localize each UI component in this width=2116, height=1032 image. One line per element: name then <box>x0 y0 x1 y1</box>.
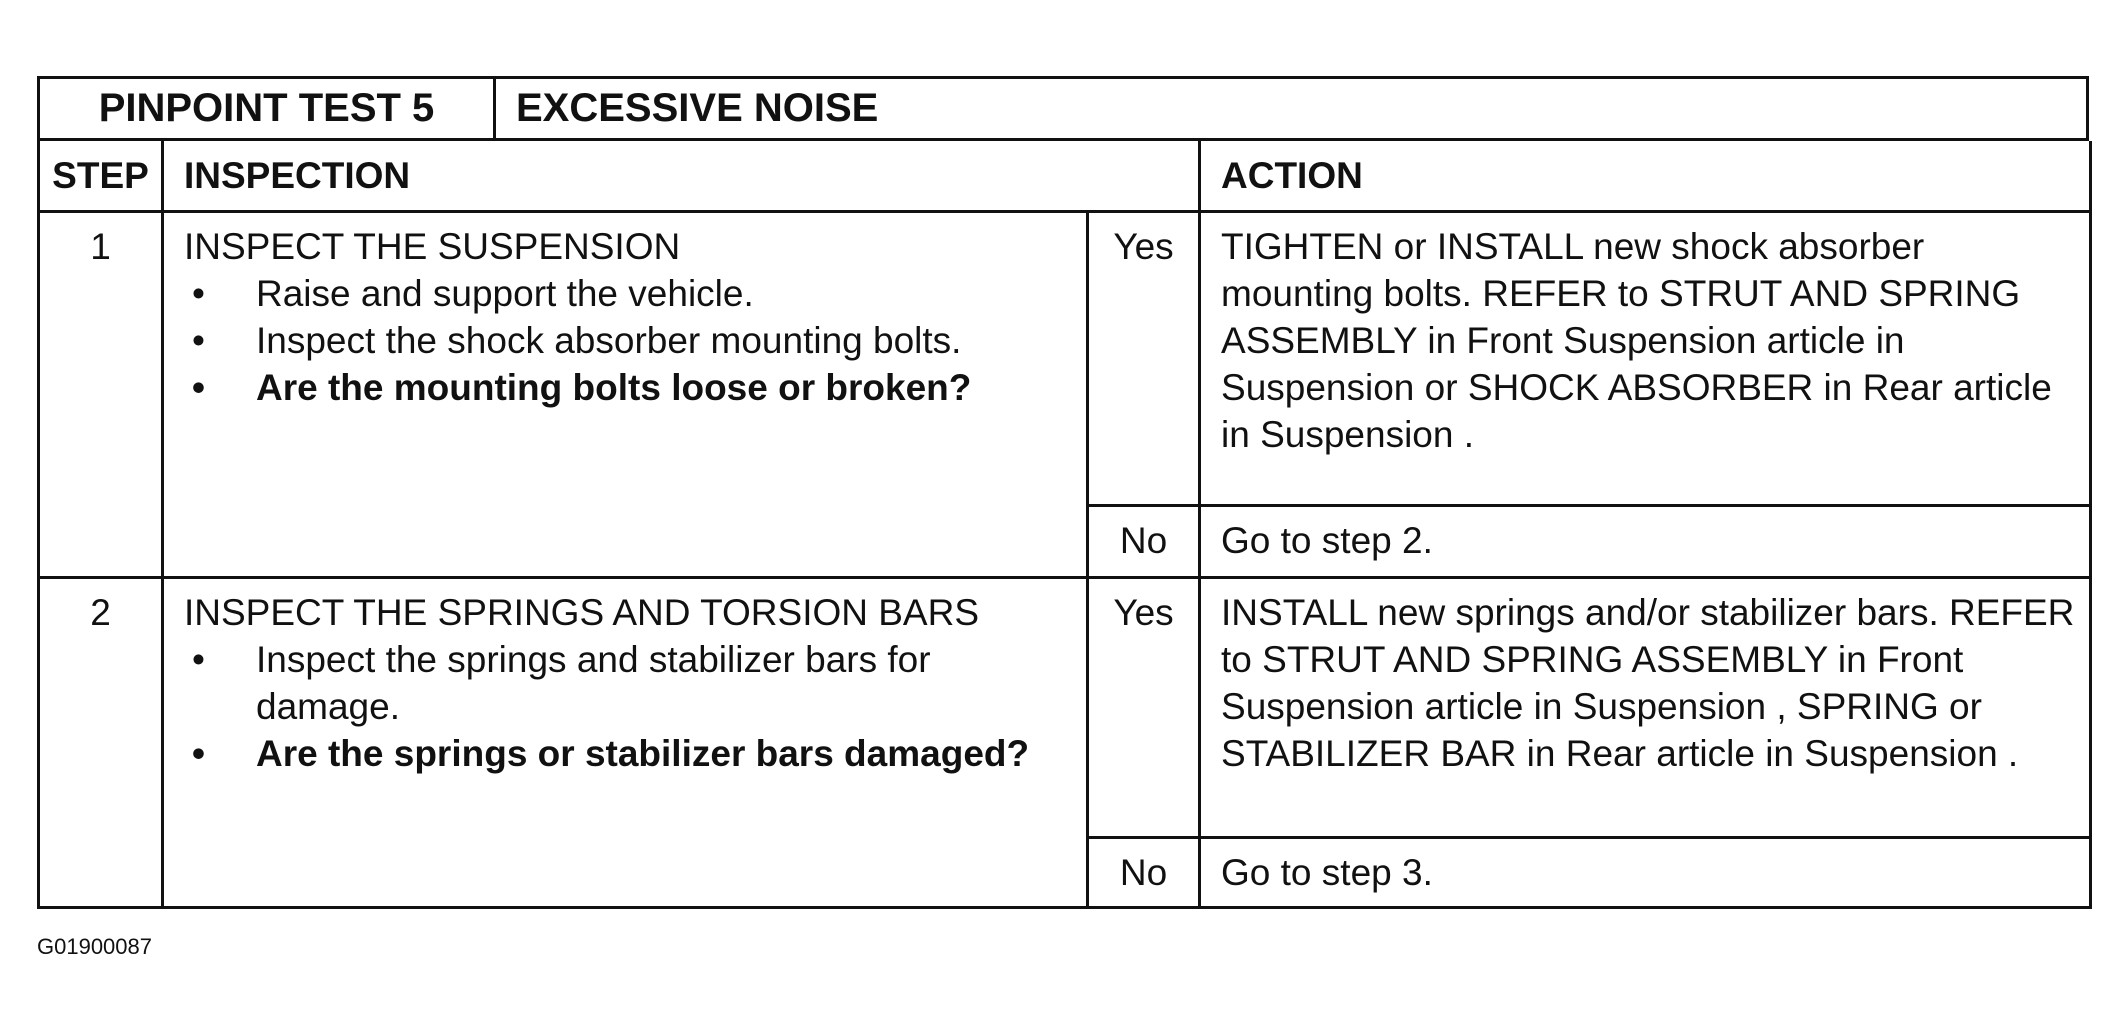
step-inspection <box>163 211 1088 577</box>
response-yes: Yes <box>1088 577 1200 837</box>
table-header-row <box>39 141 2091 211</box>
check-item: • Inspect the shock absorber mounting bolts. <box>184 317 1070 364</box>
test-title-bar <box>37 76 2089 141</box>
response-no: No <box>1088 837 1200 907</box>
response-no: No <box>1088 505 1200 577</box>
inspection-question: • Are the mounting bolts loose or broken? <box>184 364 1070 411</box>
inspection-checklist <box>184 270 1070 411</box>
action-yes: TIGHTEN or INSTALL new shock absorber mounting bolts. REFER to STRUT AND SPRING ASSEMBLY in Front Suspension article in Suspension or SHOCK ABSORBER in Rear article in Suspension . <box>1200 211 2091 505</box>
action-yes: INSTALL new springs and/or stabilizer bars. REFER to STRUT AND SPRING ASSEMBLY in Front Suspension article in Suspension , SPRING or STABILIZER BAR in Rear article in Suspension . <box>1200 577 2091 837</box>
check-item: • Raise and support the vehicle. <box>184 270 1070 317</box>
table-row <box>39 211 2091 505</box>
inspection-checklist <box>184 636 1070 777</box>
action-no: Go to step 2. <box>1200 505 2091 577</box>
column-header-inspection: INSPECTION <box>163 141 1200 211</box>
step-number: 1 <box>39 211 163 577</box>
pinpoint-test-document <box>37 76 2089 909</box>
figure-id: G01900087 <box>37 934 152 959</box>
column-header-step: STEP <box>39 141 163 211</box>
step-inspection <box>163 577 1088 907</box>
inspection-title: INSPECT THE SPRINGS AND TORSION BARS <box>184 591 980 633</box>
column-header-action: ACTION <box>1200 141 2091 211</box>
action-no: Go to step 3. <box>1200 837 2091 907</box>
test-name: EXCESSIVE NOISE <box>516 86 879 130</box>
check-item: • Inspect the springs and stabilizer bars for damage. <box>184 636 1070 730</box>
steps-table <box>37 141 2092 909</box>
table-row <box>39 577 2091 837</box>
step-number: 2 <box>39 577 163 907</box>
test-label: PINPOINT TEST 5 <box>40 79 496 138</box>
response-yes: Yes <box>1088 211 1200 505</box>
inspection-title: INSPECT THE SUSPENSION <box>184 225 681 267</box>
inspection-question: • Are the springs or stabilizer bars damaged? <box>184 730 1070 777</box>
